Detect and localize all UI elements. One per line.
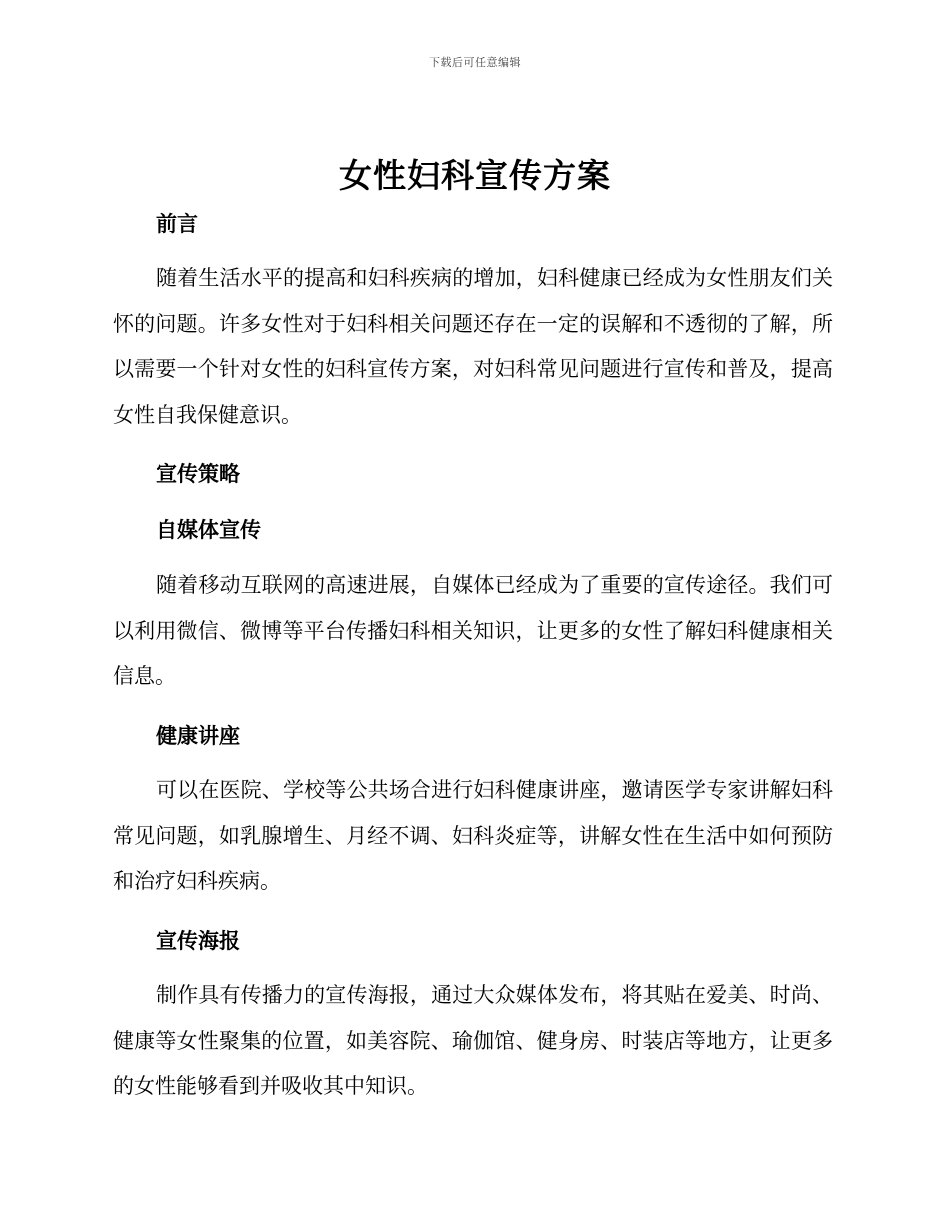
heading-poster: 宣传海报 (156, 929, 240, 953)
header-note: 下载后可任意编辑 (429, 56, 521, 69)
heading-strategy: 宣传策略 (156, 462, 240, 486)
page-title: 女性妇科宣传方案 (339, 156, 611, 195)
paragraph-self-media: 随着移动互联网的高速进展，自媒体已经成为了重要的宣传途径。我们可以利用微信、微博等平台传播妇科相关知识，让更多的女性了解妇科健康相关信息。 (113, 573, 833, 688)
heading-self-media: 自媒体宣传 (156, 518, 261, 542)
paragraph-poster: 制作具有传播力的宣传海报，通过大众媒体发布，将其贴在爱美、时尚、健康等女性聚集的位置，如美容院、瑜伽馆、健身房、时装店等地方，让更多的女性能够看到并吸收其中知识。 (113, 983, 833, 1098)
paragraph-lecture: 可以在医院、学校等公共场合进行妇科健康讲座，邀请医学专家讲解妇科常见问题，如乳腺增生、月经不调、妇科炎症等，讲解女性在生活中如何预防和治疗妇科疾病。 (113, 778, 833, 893)
paragraph-foreword: 随着生活水平的提高和妇科疾病的增加，妇科健康已经成为女性朋友们关怀的问题。许多女性对于妇科相关问题还存在一定的误解和不透彻的了解，所以需要一个针对女性的妇科宣传方案，对妇科常见问题进行宣传和普及，提高女性自我保健意识。 (113, 266, 833, 427)
heading-foreword: 前言 (156, 212, 198, 236)
heading-lecture: 健康讲座 (156, 724, 240, 748)
